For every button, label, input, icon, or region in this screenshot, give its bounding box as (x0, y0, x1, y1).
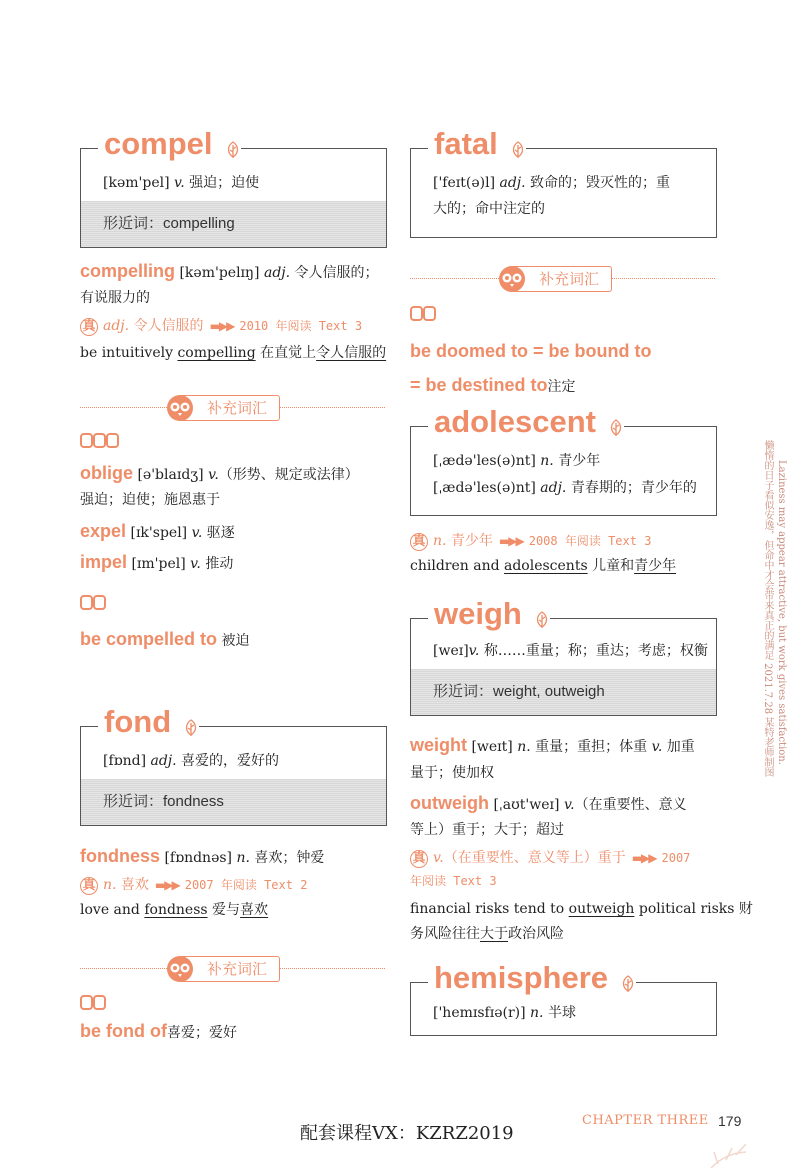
arrow-icon: ▬▶▶ (631, 851, 656, 865)
arrow-icon: ▬▶▶ (154, 878, 179, 892)
exam-note-compelling: 真 adj. 令人信服的 ▬▶▶ 2010 年阅读 Text 3 (80, 313, 362, 339)
supplement-banner: 补充词汇 (410, 263, 715, 293)
stamp-icon (80, 594, 108, 612)
example-outweigh: financial risks tend to outweigh political risks 财 (410, 901, 753, 917)
similar-words-panel: 形近词：fondness (81, 779, 386, 825)
phrase-be-compelled-to: be compelled to 被迫 (80, 629, 250, 649)
oblige-meaning-cont: 强迫；迫使；施恩惠于 (80, 492, 220, 508)
phrase-be-destined-to: = be destined to注定 (410, 375, 576, 395)
leaf-icon (183, 719, 199, 737)
outweigh-meaning-cont: 等上）重于；大于；超过 (410, 822, 564, 838)
exam-badge: 真 (410, 850, 428, 868)
page-number: 179 (718, 1113, 742, 1129)
fond-definition: [fɒnd] adj. 喜爱的，爱好的 (103, 753, 280, 769)
exam-note-fondness: 真 n. 喜欢 ▬▶▶ 2007 年阅读 Text 2 (80, 872, 307, 898)
adolescent-definition-adj: [ˌædə'les(ə)nt] adj. 青春期的；青少年的 (433, 480, 697, 496)
example-compelling: be intuitively compelling 在直觉上令人信服的 (80, 345, 387, 361)
supplement-banner: 补充词汇 (80, 392, 385, 422)
leaf-icon (225, 141, 241, 159)
word-title-fond: fond (98, 704, 199, 740)
entry-weight: weight [weɪt] n. 重量；重担；体重 v. 加重 (410, 735, 695, 755)
leaf-icon (534, 611, 550, 629)
owl-icon (165, 954, 195, 984)
word-title-weigh: weigh (428, 596, 550, 632)
fatal-definition-line1: ['feɪt(ə)l] adj. 致命的；毁灭性的；重 (433, 175, 671, 191)
exam-badge: 真 (410, 533, 428, 551)
stamp-icon (80, 994, 108, 1012)
supplement-banner: 补充词汇 (80, 953, 385, 983)
entry-fondness: fondness [fɒndnəs] n. 喜欢；钟爱 (80, 846, 325, 866)
word-card-compel (80, 148, 387, 248)
entry-oblige: oblige [ə'blaɪdʒ] v.（形势、规定或法律） (80, 463, 359, 483)
entry-impel: impel [ɪm'pel] v. 推动 (80, 552, 234, 572)
footer-course-text: 配套课程VX：KZRZ2019 (300, 1123, 514, 1144)
leaf-decoration-icon (706, 1138, 766, 1168)
word-title-hemisphere: hemisphere (428, 960, 636, 996)
example-adolescent: children and adolescents 儿童和青少年 (410, 558, 677, 574)
entry-outweigh: outweigh [ˌaʊt'weɪ] v.（在重要性、意义 (410, 793, 687, 813)
word-title-compel: compel (98, 126, 241, 162)
entry-compelling: compelling [kəm'pelɪŋ] adj. 令人信服的； (80, 261, 379, 281)
weigh-definition: [weɪ]v. 称……重量；称；重达；考虑；权衡 (433, 643, 708, 659)
owl-icon (497, 264, 527, 294)
compelling-meaning-cont: 有说服力的 (80, 290, 150, 306)
phrase-be-fond-of: be fond of喜爱；爱好 (80, 1021, 237, 1041)
exam-note-outweigh: 真 v.（在重要性、意义等上）重于 ▬▶▶ 2007 (410, 845, 690, 871)
leaf-icon (510, 141, 526, 159)
entry-expel: expel [ɪk'spel] v. 驱逐 (80, 521, 235, 541)
stamp-icon (410, 305, 438, 323)
side-motto-cn: 懒惰的日子看似安逸，但命中才会带来真正的满足 2021.7.28 某特老师制图 (762, 440, 773, 778)
arrow-icon: ▬▶▶ (498, 534, 523, 548)
arrow-icon: ▬▶▶ (209, 319, 234, 333)
leaf-icon (608, 419, 624, 437)
word-card-weigh (410, 618, 717, 716)
exam-note-adolescent: 真 n. 青少年 ▬▶▶ 2008 年阅读 Text 3 (410, 528, 651, 554)
chapter-label: CHAPTER THREE (582, 1113, 709, 1128)
side-motto-en: Laziness may appear attractive, but work gives satisfaction. (776, 460, 787, 765)
weight-meaning-cont: 量于；使加权 (410, 765, 494, 781)
leaf-icon (620, 975, 636, 993)
exam-badge: 真 (80, 318, 98, 336)
exam-source-cont: 年阅读 Text 3 (410, 874, 497, 888)
word-title-adolescent: adolescent (428, 404, 624, 440)
compel-definition: [kəm'pel] v. 强迫；迫使 (103, 175, 260, 191)
owl-icon (165, 393, 195, 423)
word-card-fond (80, 726, 387, 826)
example-outweigh-cont: 务风险往往大于政治风险 (410, 926, 564, 942)
example-fondness: love and fondness 爱与喜欢 (80, 902, 269, 918)
adolescent-definition-noun: [ˌædə'les(ə)nt] n. 青少年 (433, 453, 601, 469)
hemisphere-definition: ['hemɪsfɪə(r)] n. 半球 (433, 1005, 576, 1021)
stamp-icon (80, 432, 120, 450)
exam-badge: 真 (80, 877, 98, 895)
similar-words-panel: 形近词：weight, outweigh (411, 669, 716, 715)
similar-words-panel: 形近词：compelling (81, 201, 386, 247)
phrase-be-doomed-to: be doomed to = be bound to (410, 341, 652, 361)
word-title-fatal: fatal (428, 126, 526, 162)
fatal-definition-line2: 大的；命中注定的 (433, 201, 545, 217)
